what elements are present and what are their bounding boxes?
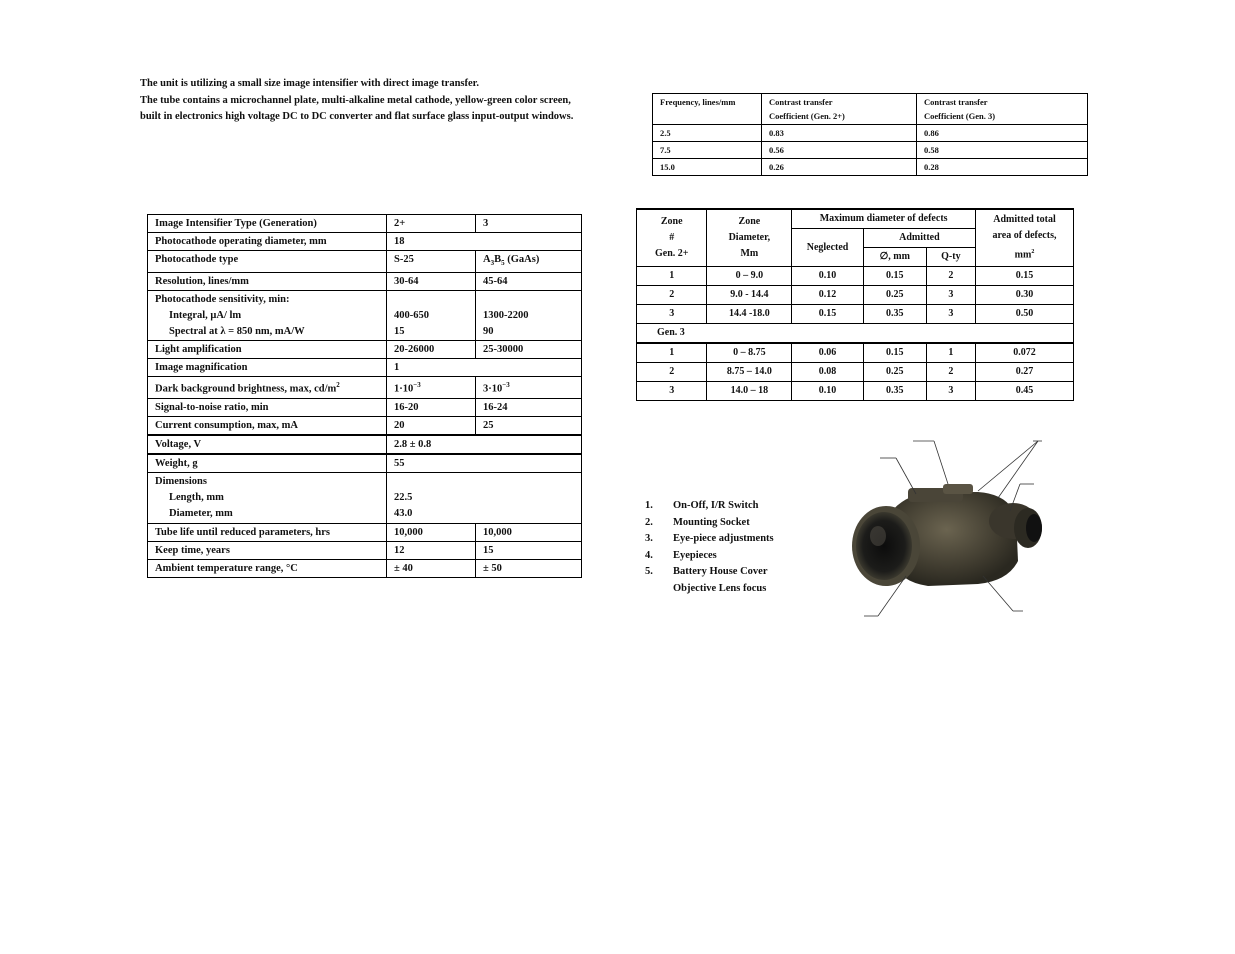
zone-cell: 1 [637,267,707,286]
table-row [148,341,582,359]
table-row [637,305,1074,324]
spec-value [387,472,582,523]
spec-value: 18 [387,233,582,251]
admitted-cell: 0.35 [863,305,926,324]
header-line: Gen. 2+ [654,248,689,259]
table-row [148,377,582,399]
table-row [148,215,582,233]
spec-value: 10,000 [387,523,476,541]
spec-value: 20 [387,416,476,435]
table-row [148,472,582,523]
admitted-header: Admitted [863,229,975,248]
formula-sub: 5 [501,259,505,268]
freq-cell: 7.5 [653,142,762,159]
table-row [148,559,582,577]
list-label: Eye-piece adjustments [673,533,774,544]
diameter-cell: 8.75 – 14.0 [707,363,792,382]
zone-defects-table [636,208,1074,401]
dia-mm-header: ∅, mm [863,248,926,267]
intro-line-1: The unit is utilizing a small size image intensifier with direct image transfer. [140,78,479,89]
table-row [637,343,1074,363]
table-row [637,324,1074,344]
spec-label: Voltage, V [148,435,387,454]
spec-label [148,377,387,399]
table-row [148,454,582,473]
admitted-cell: 0.15 [863,343,926,363]
table-row [148,523,582,541]
spec-label [148,472,387,523]
gen2-cell: 0.26 [762,159,917,176]
zone-header [637,209,707,267]
admitted-cell: 0.15 [863,267,926,286]
gen2-cell: 0.56 [762,142,917,159]
formula-sub: 3 [490,259,495,268]
table-row [148,291,582,341]
spec-value: 16-24 [476,398,582,416]
header-line: Zone [660,216,683,227]
spec-value: 55 [387,454,582,473]
table-row [637,267,1074,286]
length-label: Length, mm [169,491,224,503]
intro-line-2: The tube contains a microchannel plate, multi-alkaline metal cathode, yellow-green color screen, built in electronics high voltage DC to DC converter and flat surface glass input-output windows. [140,94,574,122]
integral-label: Integral, μA/ lm [169,310,242,322]
gen2-contrast-header [762,94,917,125]
list-label: On-Off, I/R Switch [673,500,759,511]
list-item [645,531,774,548]
spec-value: 25-30000 [476,341,582,359]
list-number: 1. [645,500,653,511]
total-cell: 0.15 [975,267,1073,286]
list-number [645,581,673,598]
header-line: # [669,232,675,243]
table-row [637,363,1074,382]
total-cell: 0.45 [975,382,1073,401]
list-item [645,564,774,581]
spec-label: Image Intensifier Type (Generation) [148,215,387,233]
brightness-label: Dark background brightness, max, cd/m [155,383,337,395]
diameter-cell: 14.0 – 18 [707,382,792,401]
gen2-integral: 400-650 [394,310,429,322]
total-area-header [975,209,1073,267]
total-cell: 0.50 [975,305,1073,324]
spec-value: 30-64 [387,273,476,291]
header-line: Zone [738,216,761,227]
unit-sup: 2 [336,381,340,390]
night-vision-goggle-image [848,436,1058,621]
freq-cell: 15.0 [653,159,762,176]
gen3-integral: 1300-2200 [483,310,529,322]
zone-cell: 1 [637,343,707,363]
table-row [653,142,1088,159]
header-line [978,244,1071,263]
table-header-row [637,209,1074,229]
gen2-cell: 0.83 [762,125,917,142]
neglected-cell: 0.08 [792,363,864,382]
freq-cell: 2.5 [653,125,762,142]
formula-gaas: (GaAs) [504,254,540,265]
spec-label: Ambient temperature range, °C [148,559,387,577]
table-row [148,435,582,454]
table-row [148,398,582,416]
gen3-cell: 0.58 [917,142,1088,159]
spec-value: ± 40 [387,559,476,577]
spec-value: 1 [387,359,582,377]
spec-value [387,291,476,341]
neglected-cell: 0.10 [792,267,864,286]
neglected-cell: 0.15 [792,305,864,324]
list-number: 2. [645,516,653,528]
spec-value [476,377,582,399]
list-label: Objective Lens focus [673,582,767,594]
gen2-brightness: 1·10 [394,383,414,395]
gen3-label: Gen. 3 [637,324,1074,344]
list-item [645,581,774,598]
admitted-cell: 0.25 [863,363,926,382]
diameter-value: 43.0 [394,507,413,519]
diameter-label: Diameter, mm [169,507,233,519]
header-line: Contrast transfer [769,97,833,107]
qty-cell: 1 [926,343,975,363]
list-number: 3. [645,533,653,544]
contrast-table [652,93,1088,176]
table-row [637,382,1074,401]
table-row [148,359,582,377]
formula-b: B [494,254,502,265]
spec-label: Image magnification [148,359,387,377]
list-label: Eyepieces [673,549,717,561]
spec-value: S-25 [387,251,476,273]
spec-label: Photocathode type [148,251,387,273]
spec-value [476,251,582,273]
spec-value: 20-26000 [387,341,476,359]
spec-value: 10,000 [476,523,582,541]
list-item [645,548,774,565]
length-value: 22.5 [394,491,413,503]
exponent: −3 [413,381,421,390]
header-line: Diameter, [728,232,771,243]
zone-cell: 2 [637,363,707,382]
spec-label: Current consumption, max, mA [148,416,387,435]
spec-label: Resolution, lines/mm [148,273,387,291]
gen3-header: 3 [476,215,582,233]
list-number: 5. [645,566,653,577]
neglected-cell: 0.06 [792,343,864,363]
qty-cell: 2 [926,267,975,286]
sensitivity-label: Photocathode sensitivity, min: [155,294,290,306]
unit: mm [1014,249,1032,261]
table-header-row [653,94,1088,125]
qty-cell: 3 [926,382,975,401]
header-line: Coefficient (Gen. 3) [924,111,996,121]
spec-label: Keep time, years [148,541,387,559]
admitted-cell: 0.25 [863,286,926,305]
header-line: area of defects, [992,230,1057,242]
zone-cell: 2 [637,286,707,305]
gen3-spectral: 90 [483,326,494,338]
spectral-label: Spectral at λ = 850 nm, mA/W [169,326,305,338]
spec-value [476,291,582,341]
table-row [653,125,1088,142]
list-label: Mounting Socket [673,516,750,528]
qty-cell: 3 [926,286,975,305]
table-row [148,251,582,273]
table-row [148,416,582,435]
spec-value [387,377,476,399]
gen3-brightness: 3·10 [483,383,503,395]
spec-value: ± 50 [476,559,582,577]
total-cell: 0.072 [975,343,1073,363]
header-line: Contrast transfer [924,97,988,107]
total-cell: 0.30 [975,286,1073,305]
intro-text [140,76,580,126]
list-label: Battery House Cover [673,566,768,577]
diameter-cell: 14.4 -18.0 [707,305,792,324]
admitted-cell: 0.35 [863,382,926,401]
diameter-cell: 0 – 8.75 [707,343,792,363]
table-row [637,286,1074,305]
freq-header: Frequency, lines/mm [653,94,762,125]
spec-value: 2.8 ± 0.8 [387,435,582,454]
header-line: Admitted total [993,214,1056,226]
neglected-header: Neglected [792,229,864,267]
spec-value: 25 [476,416,582,435]
list-item [645,515,774,532]
spec-label [148,291,387,341]
table-row [148,273,582,291]
spec-label: Light amplification [148,341,387,359]
diameter-cell: 0 – 9.0 [707,267,792,286]
spec-value: 16-20 [387,398,476,416]
zone-cell: 3 [637,305,707,324]
unit-sup: 2 [1031,249,1035,256]
spec-label: Weight, g [148,454,387,473]
gen3-cell: 0.28 [917,159,1088,176]
gen2-spectral: 15 [394,326,405,338]
table-row [148,541,582,559]
formula-a: A [483,254,491,265]
spec-label: Tube life until reduced parameters, hrs [148,523,387,541]
list-number: 4. [645,549,653,561]
table-row [653,159,1088,176]
qty-header: Q-ty [926,248,975,267]
neglected-cell: 0.12 [792,286,864,305]
spec-value: 45-64 [476,273,582,291]
zone-diameter-header [707,209,792,267]
parts-list [645,498,774,597]
total-cell: 0.27 [975,363,1073,382]
max-diameter-header: Maximum diameter of defects [792,209,976,229]
zone-cell: 3 [637,382,707,401]
header-line: Coefficient (Gen. 2+) [769,111,845,121]
gen2-header: 2+ [387,215,476,233]
exponent: −3 [502,381,510,390]
gen3-contrast-header [917,94,1088,125]
dimensions-label: Dimensions [155,475,207,487]
diameter-cell: 9.0 - 14.4 [707,286,792,305]
table-row [148,233,582,251]
gen3-cell: 0.86 [917,125,1088,142]
neglected-cell: 0.10 [792,382,864,401]
spec-value: 12 [387,541,476,559]
qty-cell: 3 [926,305,975,324]
spec-label: Photocathode operating diameter, mm [148,233,387,251]
list-item [645,498,774,515]
spec-label: Signal-to-noise ratio, min [148,398,387,416]
spec-table [147,214,582,578]
spec-value: 15 [476,541,582,559]
qty-cell: 2 [926,363,975,382]
header-line: Mm [740,248,759,259]
